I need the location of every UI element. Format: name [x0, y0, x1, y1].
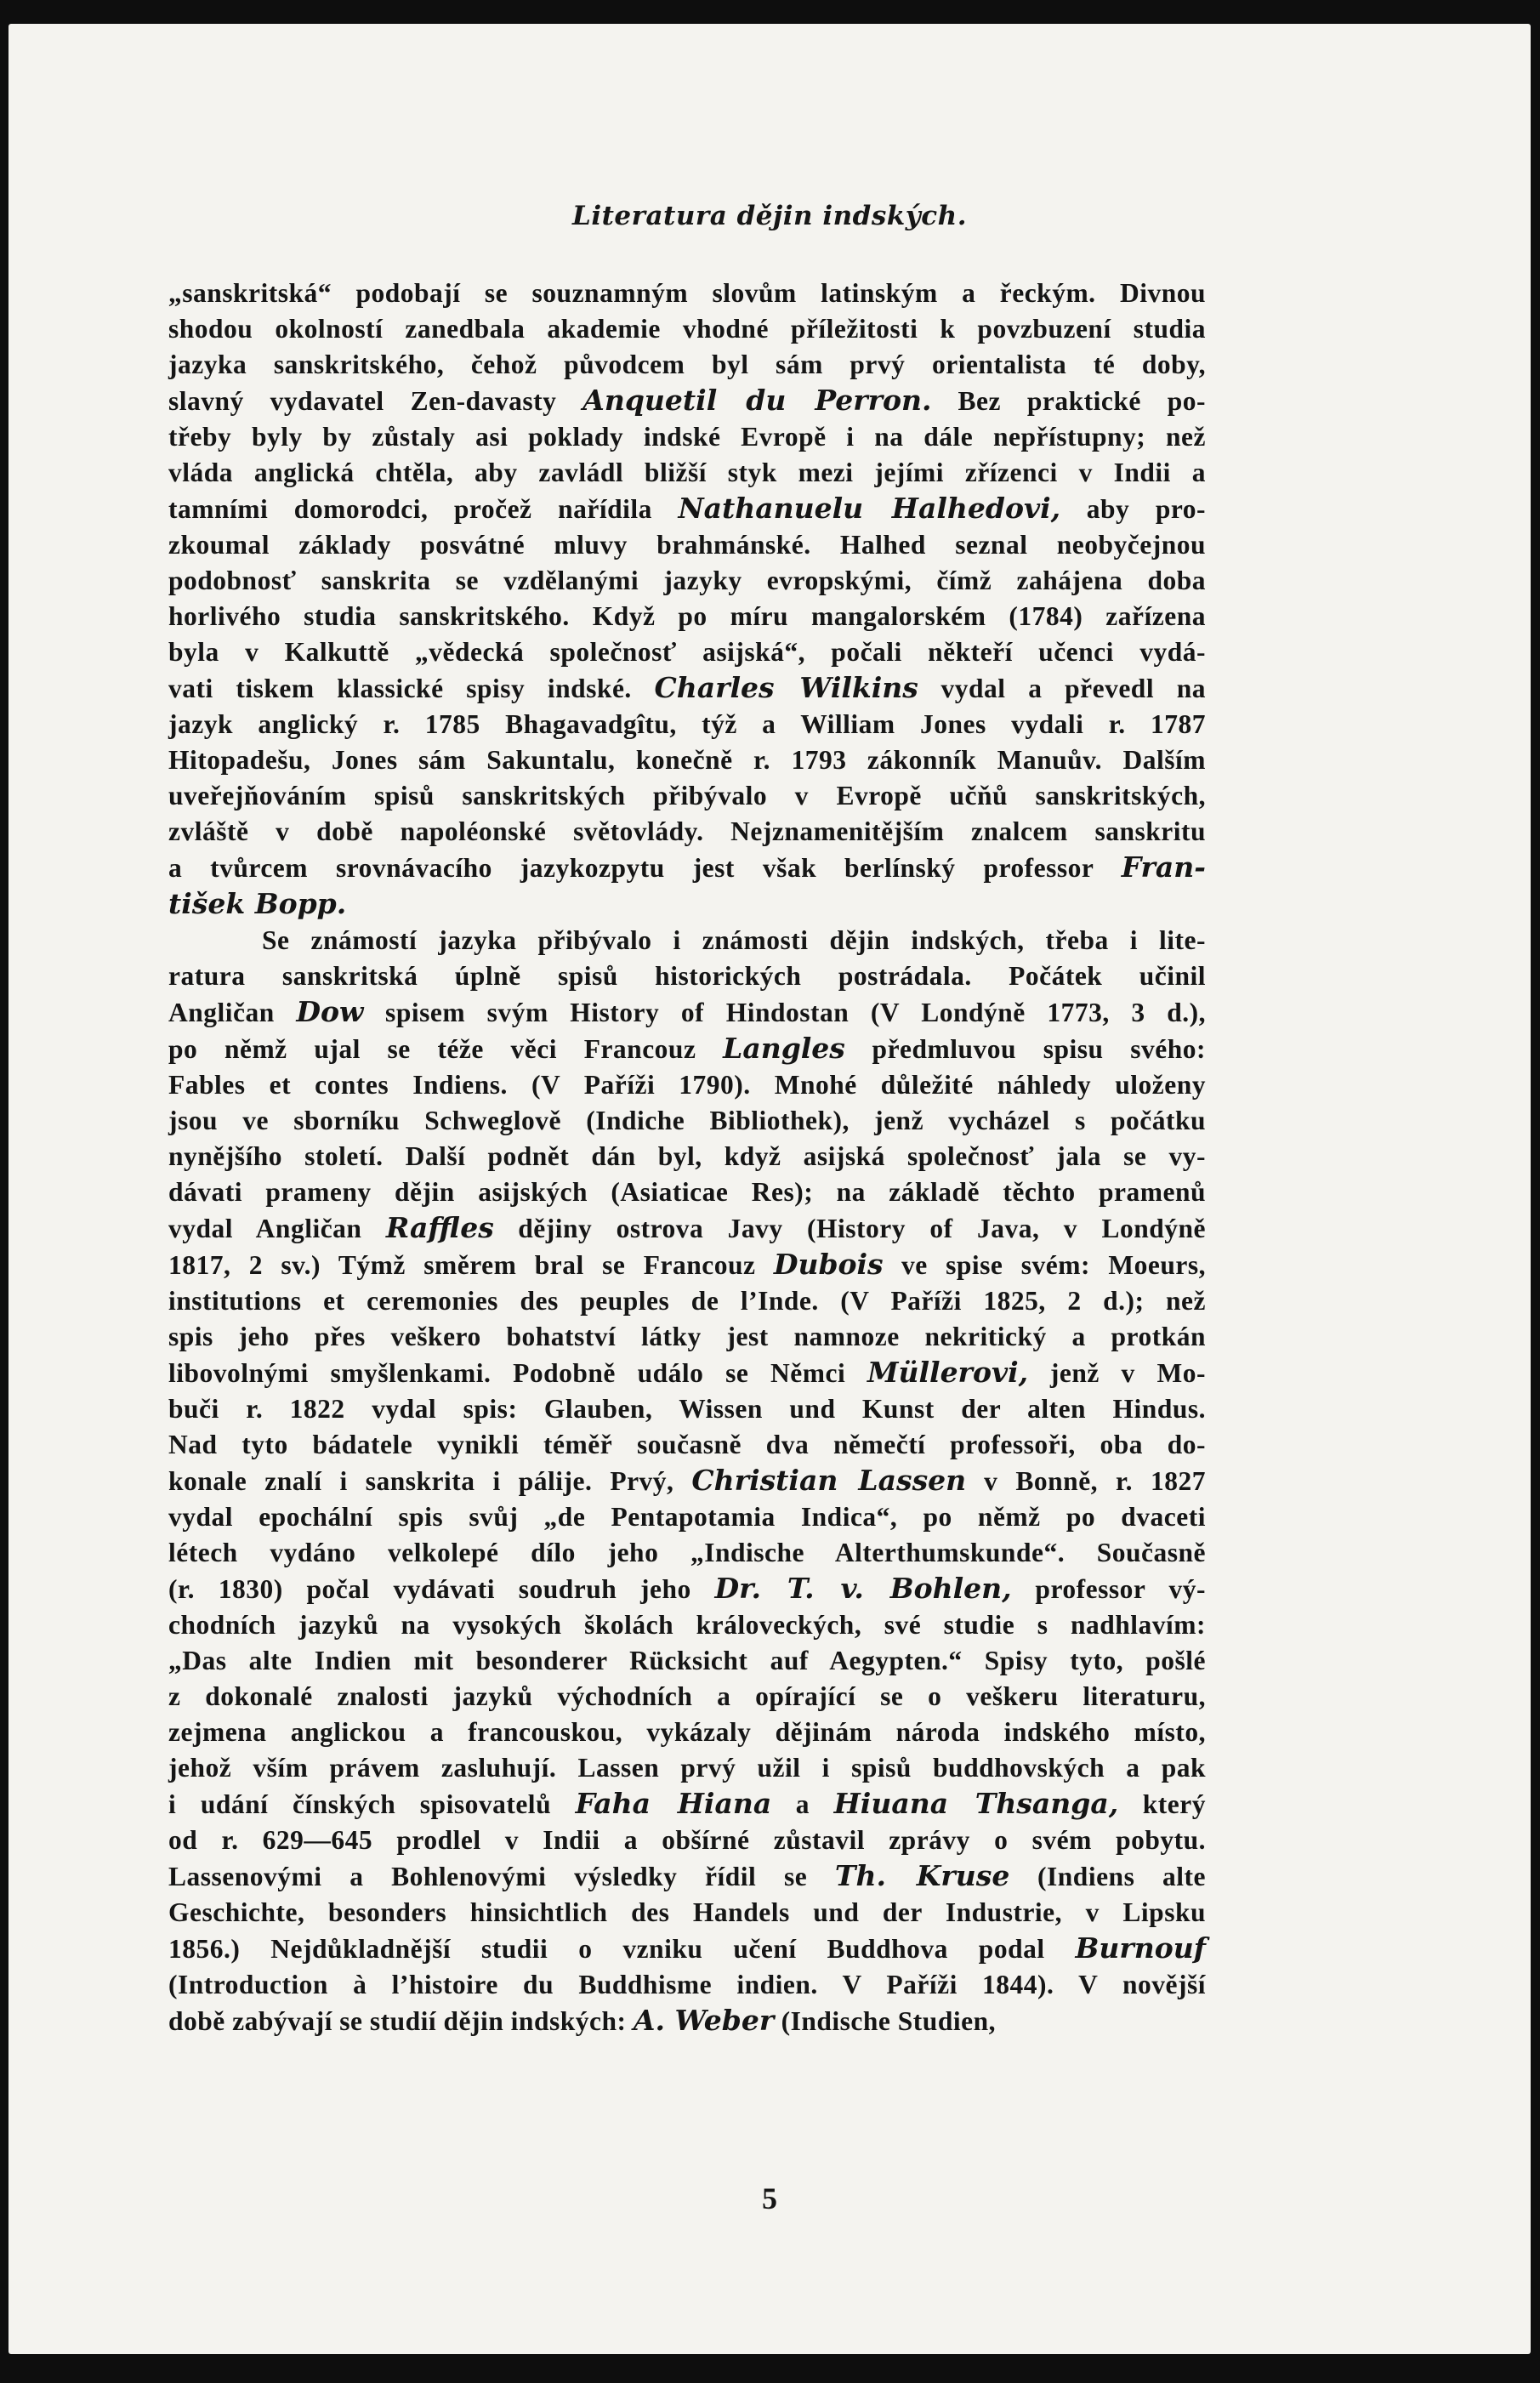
text-line — [168, 1967, 1206, 2003]
text-run: jsou ve sborníku Schweglově (Indiche Bibliothek), jenž vycházel s počátku — [168, 1106, 1206, 1135]
person-name: Christian Lassen — [691, 1464, 967, 1497]
text-run: ratura sanskritská úplně spisů historických postrádala. Počátek učinil — [168, 961, 1206, 991]
text-run: institutions et ceremonies des peuples de l’Inde. (V Paříži 1825, 2 d.); než — [168, 1286, 1206, 1316]
text-run: vydal a převedl na — [918, 674, 1206, 703]
text-run: jehož vším právem zasluhují. Lassen prvý užil i spisů buddhovských a pak — [168, 1753, 1206, 1783]
text-run: horlivého studia sanskritského. Když po míru mangalorském (1784) zařízena — [168, 601, 1206, 631]
text-line — [168, 311, 1206, 347]
text-line — [168, 850, 1206, 886]
book-page — [9, 24, 1531, 2354]
text-run: libovolnými smyšlenkami. Podobně událo se Němci — [168, 1358, 867, 1388]
person-name: Charles Wilkins — [654, 671, 918, 704]
text-run: Hitopadešu, Jones sám Sakuntalu, konečně r. 1793 zákonník Manuův. Dalším — [168, 745, 1206, 775]
text-line — [168, 1391, 1206, 1427]
person-name: Dow — [296, 995, 364, 1028]
text-run: a tvůrcem srovnávacího jazykozpytu jest však berlínský professor — [168, 853, 1122, 883]
person-name: Dr. T. v. Bohlen, — [714, 1572, 1012, 1605]
text-line — [168, 1463, 1206, 1499]
text-run: (Indiens alte — [1009, 1862, 1206, 1891]
person-name: A. Weber — [633, 2004, 775, 2037]
text-line — [168, 1319, 1206, 1355]
text-run: spis jeho přes veškero bohatství látky jest namnoze nekritický a protkán — [168, 1322, 1206, 1351]
text-run: 1856.) Nejdůkladnější studii o vzniku učení Buddhova podal — [168, 1934, 1076, 1964]
text-run: předmluvou spisu svého: — [844, 1034, 1206, 1064]
text-run: Angličan — [168, 998, 297, 1027]
text-line — [168, 1355, 1206, 1391]
text-line — [168, 1535, 1206, 1571]
text-line — [168, 707, 1206, 742]
text-run: Lassenovými a Bohlenovými výsledky řídil se — [168, 1862, 835, 1891]
page-number: 5 — [762, 2181, 777, 2215]
text-run: z dokonalé znalosti jazyků východních a opírající se o veškeru literaturu, — [168, 1681, 1206, 1711]
text-line — [168, 923, 1206, 958]
text-line — [168, 383, 1206, 419]
text-run: Fables et contes Indiens. (V Paříži 1790). Mnohé důležité náhledy uloženy — [168, 1070, 1206, 1100]
text-run: uveřejňováním spisů sanskritských přibývalo v Evropě učňů sanskritských, — [168, 781, 1206, 810]
text-line — [168, 1750, 1206, 1786]
text-run: od r. 629—645 prodlel v Indii a obšírné zůstavil zprávy o svém pobytu. — [168, 1825, 1206, 1855]
text-run: chodních jazyků na vysokých školách královeckých, své studie s nadhlavím: — [168, 1610, 1206, 1640]
text-line — [168, 276, 1206, 311]
text-line — [168, 670, 1206, 707]
text-run: vláda anglická chtěla, aby zavládl bližší styk mezi jejími zřízenci v Indii a — [168, 458, 1206, 487]
person-name: Raffles — [385, 1211, 494, 1244]
text-line — [168, 1895, 1206, 1931]
text-run: (r. 1830) počal vydávati soudruh jeho — [168, 1574, 715, 1604]
text-line — [168, 814, 1206, 850]
text-run: Geschichte, besonders hinsichtlich des Handels und der Industrie, v Lipsku — [168, 1897, 1206, 1927]
text-run: konale znalí i sanskrita i pálije. Prvý, — [168, 1466, 692, 1496]
text-line — [168, 1283, 1206, 1319]
text-line — [168, 1103, 1206, 1139]
text-line — [168, 1858, 1206, 1895]
person-name: Anquetil du Perron. — [582, 384, 932, 417]
text-line — [168, 1931, 1206, 1967]
text-run: létech vydáno velkolepé dílo jeho „Indische Alterthumskunde“. Současně — [168, 1538, 1206, 1567]
text-line — [168, 1571, 1206, 1607]
body-text — [168, 276, 1206, 2039]
text-run: (Indische Studien, — [774, 2006, 996, 2036]
text-run: po němž ujal se téže věci Francouz — [168, 1034, 724, 1064]
text-line — [168, 419, 1206, 455]
text-line — [168, 742, 1206, 778]
text-line — [168, 455, 1206, 491]
text-line — [168, 1607, 1206, 1643]
text-run: zkoumal základy posvátné mluvy brahmánské. Halhed seznal neobyčejnou — [168, 530, 1206, 560]
text-run: který — [1118, 1789, 1207, 1819]
text-run: jazyka sanskritského, čehož původcem byl sám prvý orientalista té doby, — [168, 350, 1206, 379]
text-line — [168, 1174, 1206, 1210]
text-run: „sanskritská“ podobají se souznamným slovům latinským a řeckým. Divnou — [168, 278, 1206, 308]
text-line — [168, 1823, 1206, 1858]
text-run: dějiny ostrova Javy (History of Java, v Londýně — [493, 1214, 1206, 1243]
text-run: shodou okolností zanedbala akademie vhodné příležitosti k povzbuzení studia — [168, 314, 1206, 344]
text-run: vydal epochální spis svůj „de Pentapotamia Indica“, po němž po dvaceti — [168, 1502, 1206, 1532]
text-run: a — [771, 1789, 834, 1819]
person-name: Hiuana Thsanga, — [833, 1787, 1119, 1820]
text-run: vydal Angličan — [168, 1214, 386, 1243]
text-run: tamními domorodci, pročež nařídila — [168, 494, 679, 524]
person-name: Dubois — [773, 1248, 884, 1281]
text-run: dávati prameny dějin asijských (Asiaticae Res); na základě těchto pramenů — [168, 1177, 1206, 1207]
text-run: aby pro- — [1060, 494, 1206, 524]
text-line — [168, 1427, 1206, 1463]
text-run: i udání čínských spisovatelů — [168, 1789, 576, 1819]
person-name: tišek Bopp. — [168, 887, 347, 920]
text-line — [168, 1499, 1206, 1535]
text-line — [168, 1247, 1206, 1283]
text-run: nynějšího století. Další podnět dán byl, když asijská společnosť jala se vy- — [168, 1141, 1206, 1171]
text-run: vati tiskem klassické spisy indské. — [168, 674, 655, 703]
text-run: Bez praktické po- — [931, 386, 1206, 416]
text-line — [168, 1786, 1206, 1823]
text-run: v Bonně, r. 1827 — [966, 1466, 1206, 1496]
text-line — [168, 527, 1206, 563]
running-title: Literatura dějin indských. — [572, 201, 967, 231]
text-line — [168, 1031, 1206, 1067]
text-run: spisem svým History of Hindostan (V Londýně 1773, 3 d.), — [363, 998, 1206, 1027]
text-run: 1817, 2 sv.) Týmž směrem bral se Francouz — [168, 1250, 774, 1280]
text-run: jazyk anglický r. 1785 Bhagavadgîtu, týž a William Jones vydali r. 1787 — [168, 709, 1206, 739]
person-name: Müllerovi, — [867, 1356, 1029, 1389]
text-run: zvláště v době napoléonské světovlády. Nejznamenitějším znalcem sanskritu — [168, 816, 1206, 846]
text-run: slavný vydavatel Zen-davasty — [168, 386, 583, 416]
person-name: Langles — [723, 1032, 845, 1065]
text-line — [168, 2003, 1206, 2039]
text-line — [168, 634, 1206, 670]
text-line — [168, 886, 1206, 923]
text-line — [168, 958, 1206, 994]
person-name: Faha Hiana — [575, 1787, 772, 1820]
text-line — [168, 1210, 1206, 1247]
text-run: „Das alte Indien mit besonderer Rücksicht auf Aegypten.“ Spisy tyto, pošlé — [168, 1646, 1206, 1675]
text-line — [168, 491, 1206, 527]
text-line — [168, 994, 1206, 1031]
text-run: buči r. 1822 vydal spis: Glauben, Wissen und Kunst der alten Hindus. — [168, 1394, 1206, 1424]
text-run: podobnosť sanskrita se vzdělanými jazyky evropskými, čímž zahájena doba — [168, 566, 1206, 595]
text-run: Se známostí jazyka přibývalo i známosti dějin indských, třeba i lite- — [262, 925, 1206, 955]
person-name: Burnouf — [1075, 1931, 1206, 1965]
person-name: Fran- — [1121, 850, 1206, 884]
text-run: (Introduction à l’histoire du Buddhisme indien. V Paříži 1844). V novější — [168, 1970, 1206, 1999]
text-run: době zabývají se studií dějin indských: — [168, 2006, 634, 2036]
text-run: zejmena anglickou a francouskou, vykázaly dějinám národa indského místo, — [168, 1717, 1206, 1747]
text-line — [168, 599, 1206, 634]
text-line — [168, 778, 1206, 814]
text-run: třeby byly by zůstaly asi poklady indské Evropě i na dále nepřístupny; než — [168, 422, 1206, 452]
text-line — [168, 563, 1206, 599]
person-name: Th. Kruse — [834, 1859, 1010, 1892]
text-run: professor vý- — [1011, 1574, 1207, 1604]
text-line — [168, 1679, 1206, 1715]
text-run: jenž v Mo- — [1028, 1358, 1206, 1388]
text-line — [168, 1715, 1206, 1750]
text-line — [168, 1643, 1206, 1679]
text-run: byla v Kalkuttě „vědecká společnosť asijská“, počali někteří učenci vydá- — [168, 637, 1206, 667]
text-line — [168, 347, 1206, 383]
text-run: ve spise svém: Moeurs, — [883, 1250, 1206, 1280]
text-run: Nad tyto bádatele vynikli téměř současně dva němečtí professoři, oba do- — [168, 1430, 1206, 1459]
text-line — [168, 1067, 1206, 1103]
text-line — [168, 1139, 1206, 1174]
person-name: Nathanuelu Halhedovi, — [678, 492, 1061, 525]
